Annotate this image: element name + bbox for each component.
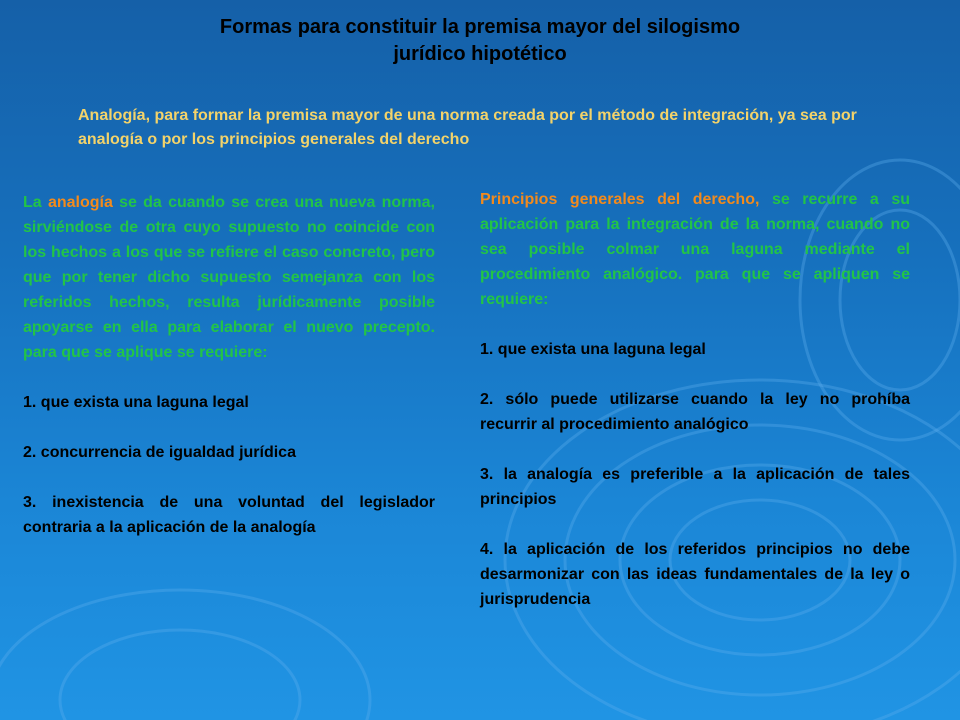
analogy-column [23, 190, 435, 540]
principles-definition [480, 187, 910, 312]
principles-requirement-1: 1. que exista una laguna legal [480, 341, 706, 358]
principles-requirement-4: 4. la aplicación de los referidos principios no debe desarmonizar con las ideas fundamentales de la ley o jurisprudencia [480, 541, 910, 608]
analogy-requirement-2: 2. concurrencia de igualdad jurídica [23, 444, 296, 461]
analogy-definition-text: se da cuando se crea una nueva norma, sirviéndose de otra cuyo supuesto no coincide con los hechos a los que se refiere el caso concreto, pero que por tener dicho supuesto semejanza con los referidos hechos, resulta jurídicamente posible apoyarse en ella para elaborar el nuevo precepto. para que se aplique se requiere: [23, 194, 435, 361]
analogy-keyword: analogía [47, 194, 113, 211]
analogy-lead-word: La [23, 194, 42, 211]
principles-definition-text: se recurre a su aplicación para la integración de la norma, cuando no sea posible colmar una laguna mediante el procedimiento analógico. para que se apliquen se requiere: [480, 191, 910, 308]
analogy-definition [23, 190, 435, 365]
principles-requirement-2: 2. sólo puede utilizarse cuando la ley no prohíba recurrir al procedimiento analógico [480, 391, 910, 433]
principles-requirement-3: 3. la analogía es preferible a la aplicación de tales principios [480, 466, 910, 508]
title-line-2: jurídico hipotético [393, 43, 567, 65]
analogy-requirement-1: 1. que exista una laguna legal [23, 394, 249, 411]
page-title [0, 14, 960, 68]
title-line-1: Formas para constituir la premisa mayor del silogismo [219, 16, 741, 38]
intro-text: Analogía, para formar la premisa mayor de una norma creada por el método de integración, ya sea por analogía o por los principios generales del derecho [78, 107, 857, 148]
analogy-requirement-3: 3. inexistencia de una voluntad del legislador contraria a la aplicación de la analogía [23, 494, 435, 536]
principles-keyword: Principios generales del derecho, [480, 191, 760, 208]
principles-column [480, 187, 910, 612]
